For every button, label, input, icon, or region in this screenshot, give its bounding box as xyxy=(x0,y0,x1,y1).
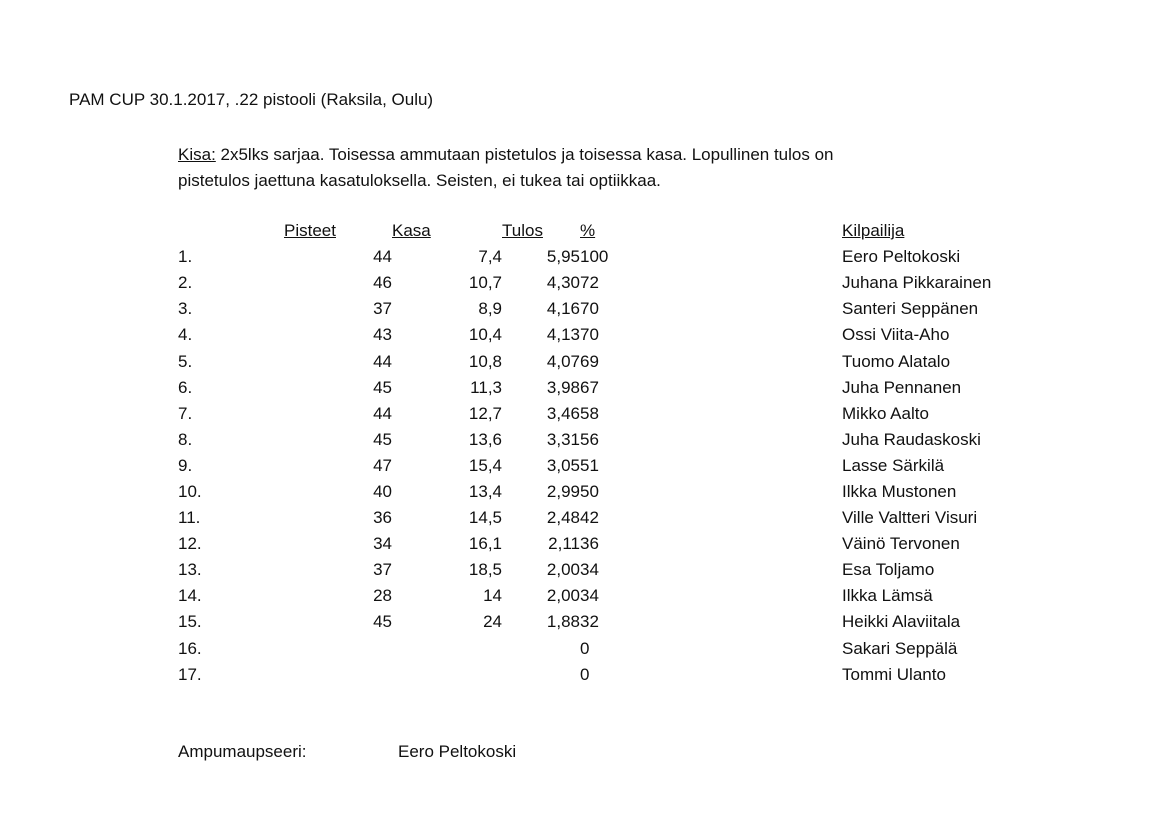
description-line-2: pistetulos jaettuna kasatuloksella. Seisten, ei tukea tai optiikkaa. xyxy=(178,171,661,190)
cell-name: Tuomo Alatalo xyxy=(842,351,951,371)
header-kilpailija: Kilpailija xyxy=(842,221,905,241)
cell-name: Ville Valtteri Visuri xyxy=(842,508,978,528)
cell-percent: 50 xyxy=(580,481,599,501)
cell-rank: 16. xyxy=(178,638,202,658)
cell-percent: 70 xyxy=(580,325,599,345)
cell-percent: 70 xyxy=(580,299,599,319)
cell-kasa: 13,6 xyxy=(468,429,502,449)
cell-pisteet: 47 xyxy=(373,455,392,475)
cell-gap xyxy=(687,531,842,557)
table-row xyxy=(178,531,1042,557)
cell-rank: 15. xyxy=(178,612,202,632)
table-row xyxy=(178,348,1042,374)
cell-tulos xyxy=(502,636,580,662)
table-row xyxy=(178,557,1042,583)
header-tulos: Tulos xyxy=(502,221,543,241)
cell-tulos: 2,11 xyxy=(548,534,580,554)
cell-name: Sakari Seppälä xyxy=(842,638,958,658)
officer-name: Eero Peltokoski xyxy=(398,742,517,761)
cell-kasa xyxy=(392,636,502,662)
cell-name: Väinö Tervonen xyxy=(842,534,960,554)
cell-pisteet: 45 xyxy=(373,377,392,397)
cell-tulos: 4,30 xyxy=(546,273,580,293)
cell-kasa: 10,8 xyxy=(468,351,502,371)
cell-tulos: 2,00 xyxy=(546,560,580,580)
cell-name: Ilkka Mustonen xyxy=(842,481,957,501)
cell-percent: 0 xyxy=(580,664,590,684)
cell-tulos: 2,00 xyxy=(546,586,580,606)
cell-rank: 4. xyxy=(178,325,193,345)
cell-rank: 7. xyxy=(178,403,193,423)
cell-percent: 69 xyxy=(580,351,599,371)
cell-gap xyxy=(687,505,842,531)
cell-tulos xyxy=(502,662,580,688)
cell-pisteet xyxy=(284,636,392,662)
cell-gap xyxy=(687,557,842,583)
cell-pisteet: 37 xyxy=(373,299,392,319)
cell-tulos: 2,99 xyxy=(546,481,580,501)
cell-kasa: 24 xyxy=(483,612,502,632)
cell-percent: 51 xyxy=(580,455,599,475)
cell-percent: 32 xyxy=(580,612,599,632)
cell-tulos: 3,46 xyxy=(546,403,580,423)
cell-percent: 67 xyxy=(580,377,599,397)
cell-pisteet: 40 xyxy=(373,481,392,501)
cell-tulos: 3,31 xyxy=(546,429,580,449)
table-row xyxy=(178,322,1042,348)
cell-percent: 34 xyxy=(580,586,599,606)
cell-name: Lasse Särkilä xyxy=(842,455,945,475)
cell-kasa: 16,1 xyxy=(468,534,502,554)
cell-kasa: 14 xyxy=(483,586,502,606)
cell-rank: 8. xyxy=(178,429,193,449)
cell-kasa: 15,4 xyxy=(468,455,502,475)
cell-pisteet: 44 xyxy=(373,247,392,267)
table-row xyxy=(178,401,1042,427)
cell-rank: 11. xyxy=(178,508,201,528)
table-row xyxy=(178,609,1042,635)
cell-name: Esa Toljamo xyxy=(842,560,935,580)
description-line-1: 2x5lks sarjaa. Toisessa ammutaan pistetulos ja toisessa kasa. Lopullinen tulos on xyxy=(215,145,834,164)
header-gap xyxy=(687,218,842,244)
cell-pisteet: 46 xyxy=(373,273,392,293)
cell-pisteet: 34 xyxy=(373,534,392,554)
header-percent: % xyxy=(580,221,596,241)
cell-percent: 100 xyxy=(580,247,609,267)
table-row xyxy=(178,505,1042,531)
cell-pisteet: 28 xyxy=(373,586,392,606)
cell-rank: 9. xyxy=(178,455,193,475)
cell-name: Ilkka Lämsä xyxy=(842,586,933,606)
cell-gap xyxy=(687,636,842,662)
cell-pisteet: 44 xyxy=(373,403,392,423)
cell-gap xyxy=(687,479,842,505)
cell-name: Juha Raudaskoski xyxy=(842,429,981,449)
cell-tulos: 4,07 xyxy=(546,351,580,371)
cell-gap xyxy=(687,401,842,427)
cell-name: Heikki Alaviitala xyxy=(842,612,961,632)
cell-percent: 0 xyxy=(580,638,590,658)
cell-name: Juhana Pikkarainen xyxy=(842,273,992,293)
cell-kasa: 8,9 xyxy=(478,299,502,319)
cell-percent: 58 xyxy=(580,403,599,423)
cell-percent: 72 xyxy=(580,273,599,293)
cell-gap xyxy=(687,453,842,479)
table-row xyxy=(178,583,1042,609)
table-row xyxy=(178,453,1042,479)
header-pisteet: Pisteet xyxy=(284,221,336,241)
cell-rank: 13. xyxy=(178,560,202,580)
cell-kasa xyxy=(392,662,502,688)
cell-percent: 34 xyxy=(580,560,599,580)
cell-percent: 56 xyxy=(580,429,599,449)
cell-gap xyxy=(687,583,842,609)
cell-pisteet xyxy=(284,662,392,688)
cell-percent: 36 xyxy=(580,534,599,554)
cell-tulos: 3,98 xyxy=(546,377,580,397)
cell-kasa: 10,7 xyxy=(468,273,502,293)
competition-description xyxy=(178,142,834,194)
cell-name: Mikko Aalto xyxy=(842,403,929,423)
cell-kasa: 10,4 xyxy=(468,325,502,345)
cell-rank: 2. xyxy=(178,273,193,293)
cell-tulos: 2,48 xyxy=(546,508,580,528)
table-row xyxy=(178,244,1042,270)
cell-rank: 6. xyxy=(178,377,193,397)
cell-kasa: 7,4 xyxy=(478,247,502,267)
cell-pisteet: 44 xyxy=(373,351,392,371)
cell-tulos: 4,16 xyxy=(546,299,580,319)
cell-kasa: 18,5 xyxy=(468,560,502,580)
cell-name: Tommi Ulanto xyxy=(842,664,946,684)
cell-rank: 1. xyxy=(178,247,193,267)
page-title: PAM CUP 30.1.2017, .22 pistooli (Raksila, Oulu) xyxy=(69,90,434,109)
cell-gap xyxy=(687,244,842,270)
cell-gap xyxy=(687,296,842,322)
cell-kasa: 14,5 xyxy=(468,508,502,528)
cell-pisteet: 45 xyxy=(373,429,392,449)
cell-rank: 14. xyxy=(178,586,202,606)
cell-gap xyxy=(687,348,842,374)
table-row xyxy=(178,479,1042,505)
results-table xyxy=(178,218,1042,688)
header-rank xyxy=(178,218,284,244)
cell-rank: 17. xyxy=(178,664,202,684)
cell-tulos: 3,05 xyxy=(546,455,580,475)
cell-tulos: 5,95 xyxy=(546,247,580,267)
cell-rank: 5. xyxy=(178,351,193,371)
cell-kasa: 11,3 xyxy=(470,377,502,397)
table-row xyxy=(178,662,1042,688)
cell-kasa: 12,7 xyxy=(468,403,502,423)
cell-gap xyxy=(687,270,842,296)
cell-gap xyxy=(687,427,842,453)
cell-name: Santeri Seppänen xyxy=(842,299,979,319)
cell-kasa: 13,4 xyxy=(468,481,502,501)
cell-pisteet: 37 xyxy=(373,560,392,580)
table-row xyxy=(178,427,1042,453)
cell-rank: 10. xyxy=(178,481,202,501)
cell-name: Ossi Viita-Aho xyxy=(842,325,950,345)
cell-rank: 3. xyxy=(178,299,193,319)
cell-tulos: 1,88 xyxy=(546,612,580,632)
table-row xyxy=(178,636,1042,662)
cell-rank: 12. xyxy=(178,534,202,554)
table-row xyxy=(178,375,1042,401)
cell-percent: 42 xyxy=(580,508,599,528)
table-row xyxy=(178,296,1042,322)
cell-name: Eero Peltokoski xyxy=(842,247,961,267)
cell-pisteet: 43 xyxy=(373,325,392,345)
cell-gap xyxy=(687,609,842,635)
header-kasa: Kasa xyxy=(392,221,431,241)
table-header-row xyxy=(178,218,1042,244)
cell-name: Juha Pennanen xyxy=(842,377,962,397)
cell-pisteet: 36 xyxy=(373,508,392,528)
description-label: Kisa: xyxy=(178,145,216,164)
cell-gap xyxy=(687,322,842,348)
cell-pisteet: 45 xyxy=(373,612,392,632)
table-row xyxy=(178,270,1042,296)
cell-gap xyxy=(687,375,842,401)
cell-tulos: 4,13 xyxy=(546,325,580,345)
officer-label: Ampumaupseeri: xyxy=(178,742,307,761)
cell-gap xyxy=(687,662,842,688)
